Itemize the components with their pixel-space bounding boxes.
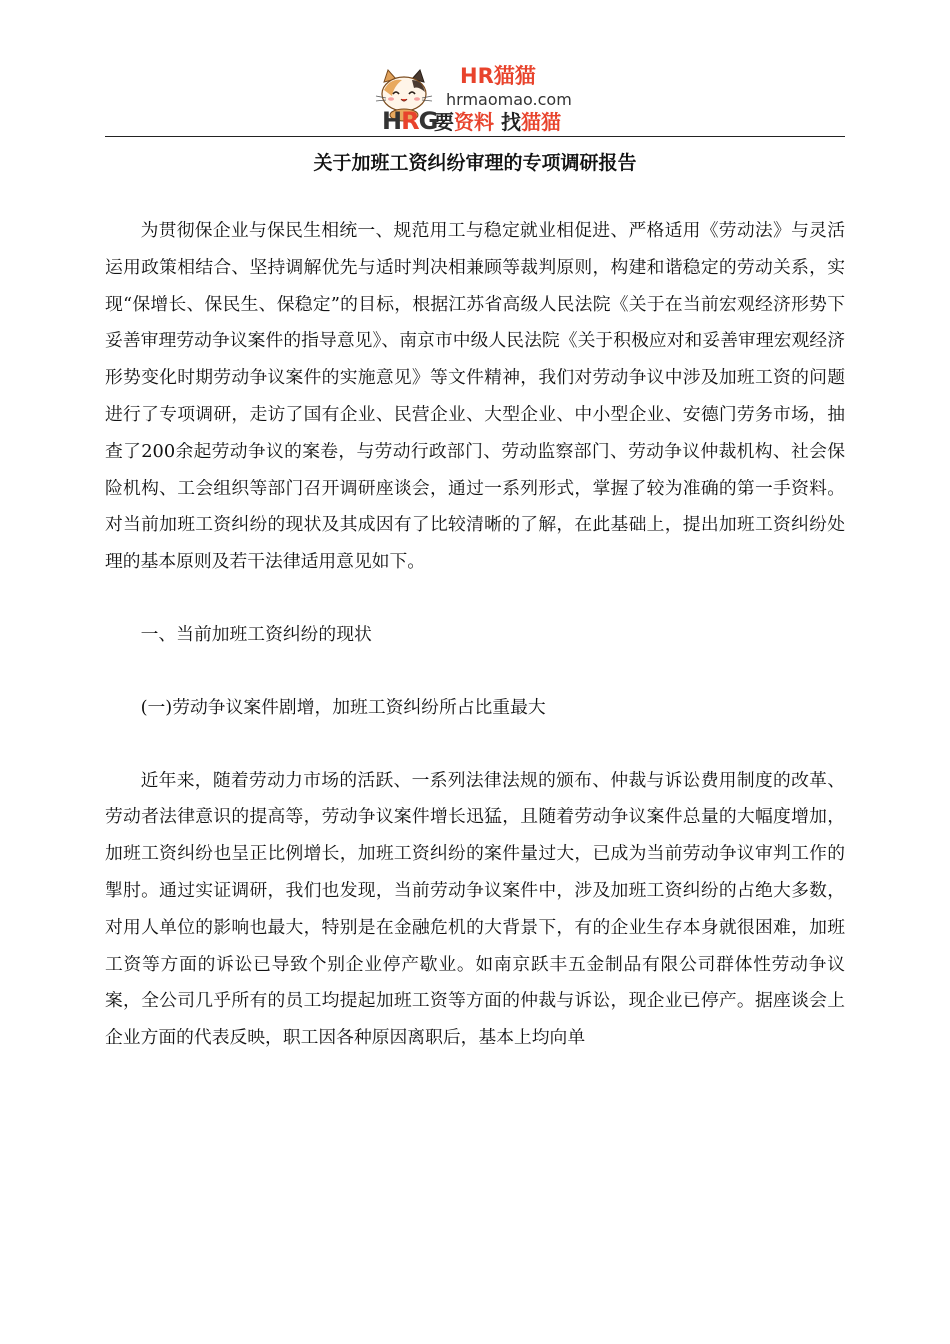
brand-slogan	[434, 110, 561, 134]
hr-mark-letter-g: G	[418, 107, 438, 135]
header-divider	[105, 136, 845, 137]
section-heading: 一、当前加班工资纠纷的现状	[140, 623, 372, 645]
subsection-heading: (一)劳动争议案件剧增，加班工资纠纷所占比重最大	[140, 696, 546, 718]
hr-mark-letter-h: H	[382, 107, 402, 135]
body-paragraph: 近年来，随着劳动力市场的活跃、一系列法律法规的颁布、仲裁与诉讼费用制度的改革、劳动者法律意识的提高等，劳动争议案件增长迅猛，且随着劳动争议案件总量的大幅度增加，加班工资纠纷也呈正比例增长，加班工资纠纷的案件量过大，已成为当前劳动争议审判工作的掣肘。通过实证调研，我们也发现，当前劳动争议案件中，涉及加班工资纠纷的占绝大多数，对用人单位的影响也最大，特别是在金融危机的大背景下，有的企业生存本身就很困难，加班工资等方面的诉讼已导致个别企业停产歇业。如南京跃丰五金制品有限公司群体性劳动争议案，全公司几乎所有的员工均提起加班工资等方面的仲裁与诉讼，现企业已停产。据座谈会上企业方面的代表反映，职工因各种原因离职后，基本上均向单	[105, 769, 845, 1049]
document-title: 关于加班工资纠纷审理的专项调研报告	[313, 152, 637, 174]
brand-domain: hrmaomao.com	[446, 90, 572, 109]
page-header	[0, 0, 950, 140]
slogan-part-3: 找	[494, 110, 521, 134]
slogan-part-4: 猫猫	[520, 110, 561, 134]
hr-mark-logo	[382, 108, 437, 134]
intro-paragraph: 为贯彻保企业与保民生相统一、规范用工与稳定就业相促进、严格适用《劳动法》与灵活运用政策相结合、坚持调解优先与适时判决相兼顾等裁判原则，构建和谐稳定的劳动关系，实现“保增长、保民生、保稳定”的目标，根据江苏省高级人民法院《关于在当前宏观经济形势下妥善审理劳动争议案件的指导意见》、南京市中级人民法院《关于积极应对和妥善审理宏观经济形势变化时期劳动争议案件的实施意见》等文件精神，我们对劳动争议中涉及加班工资的问题进行了专项调研，走访了国有企业、民营企业、大型企业、中小型企业、安德门劳务市场，抽查了200余起劳动争议的案卷，与劳动行政部门、劳动监察部门、劳动争议仲裁机构、社会保险机构、工会组织等部门召开调研座谈会，通过一系列形式，掌握了较为准确的第一手资料。对当前加班工资纠纷的现状及其成因有了比较清晰的了解，在此基础上，提出加班工资纠纷处理的基本原则及若干法律适用意见如下。	[105, 220, 845, 573]
slogan-part-2: 资料	[454, 110, 494, 134]
hr-mark-letter-r: R	[401, 107, 419, 135]
brand-name: HR猫猫	[460, 64, 536, 88]
brand-logo[interactable]	[372, 62, 592, 138]
slogan-part-1: 要	[434, 110, 454, 134]
document-body	[105, 140, 845, 1057]
